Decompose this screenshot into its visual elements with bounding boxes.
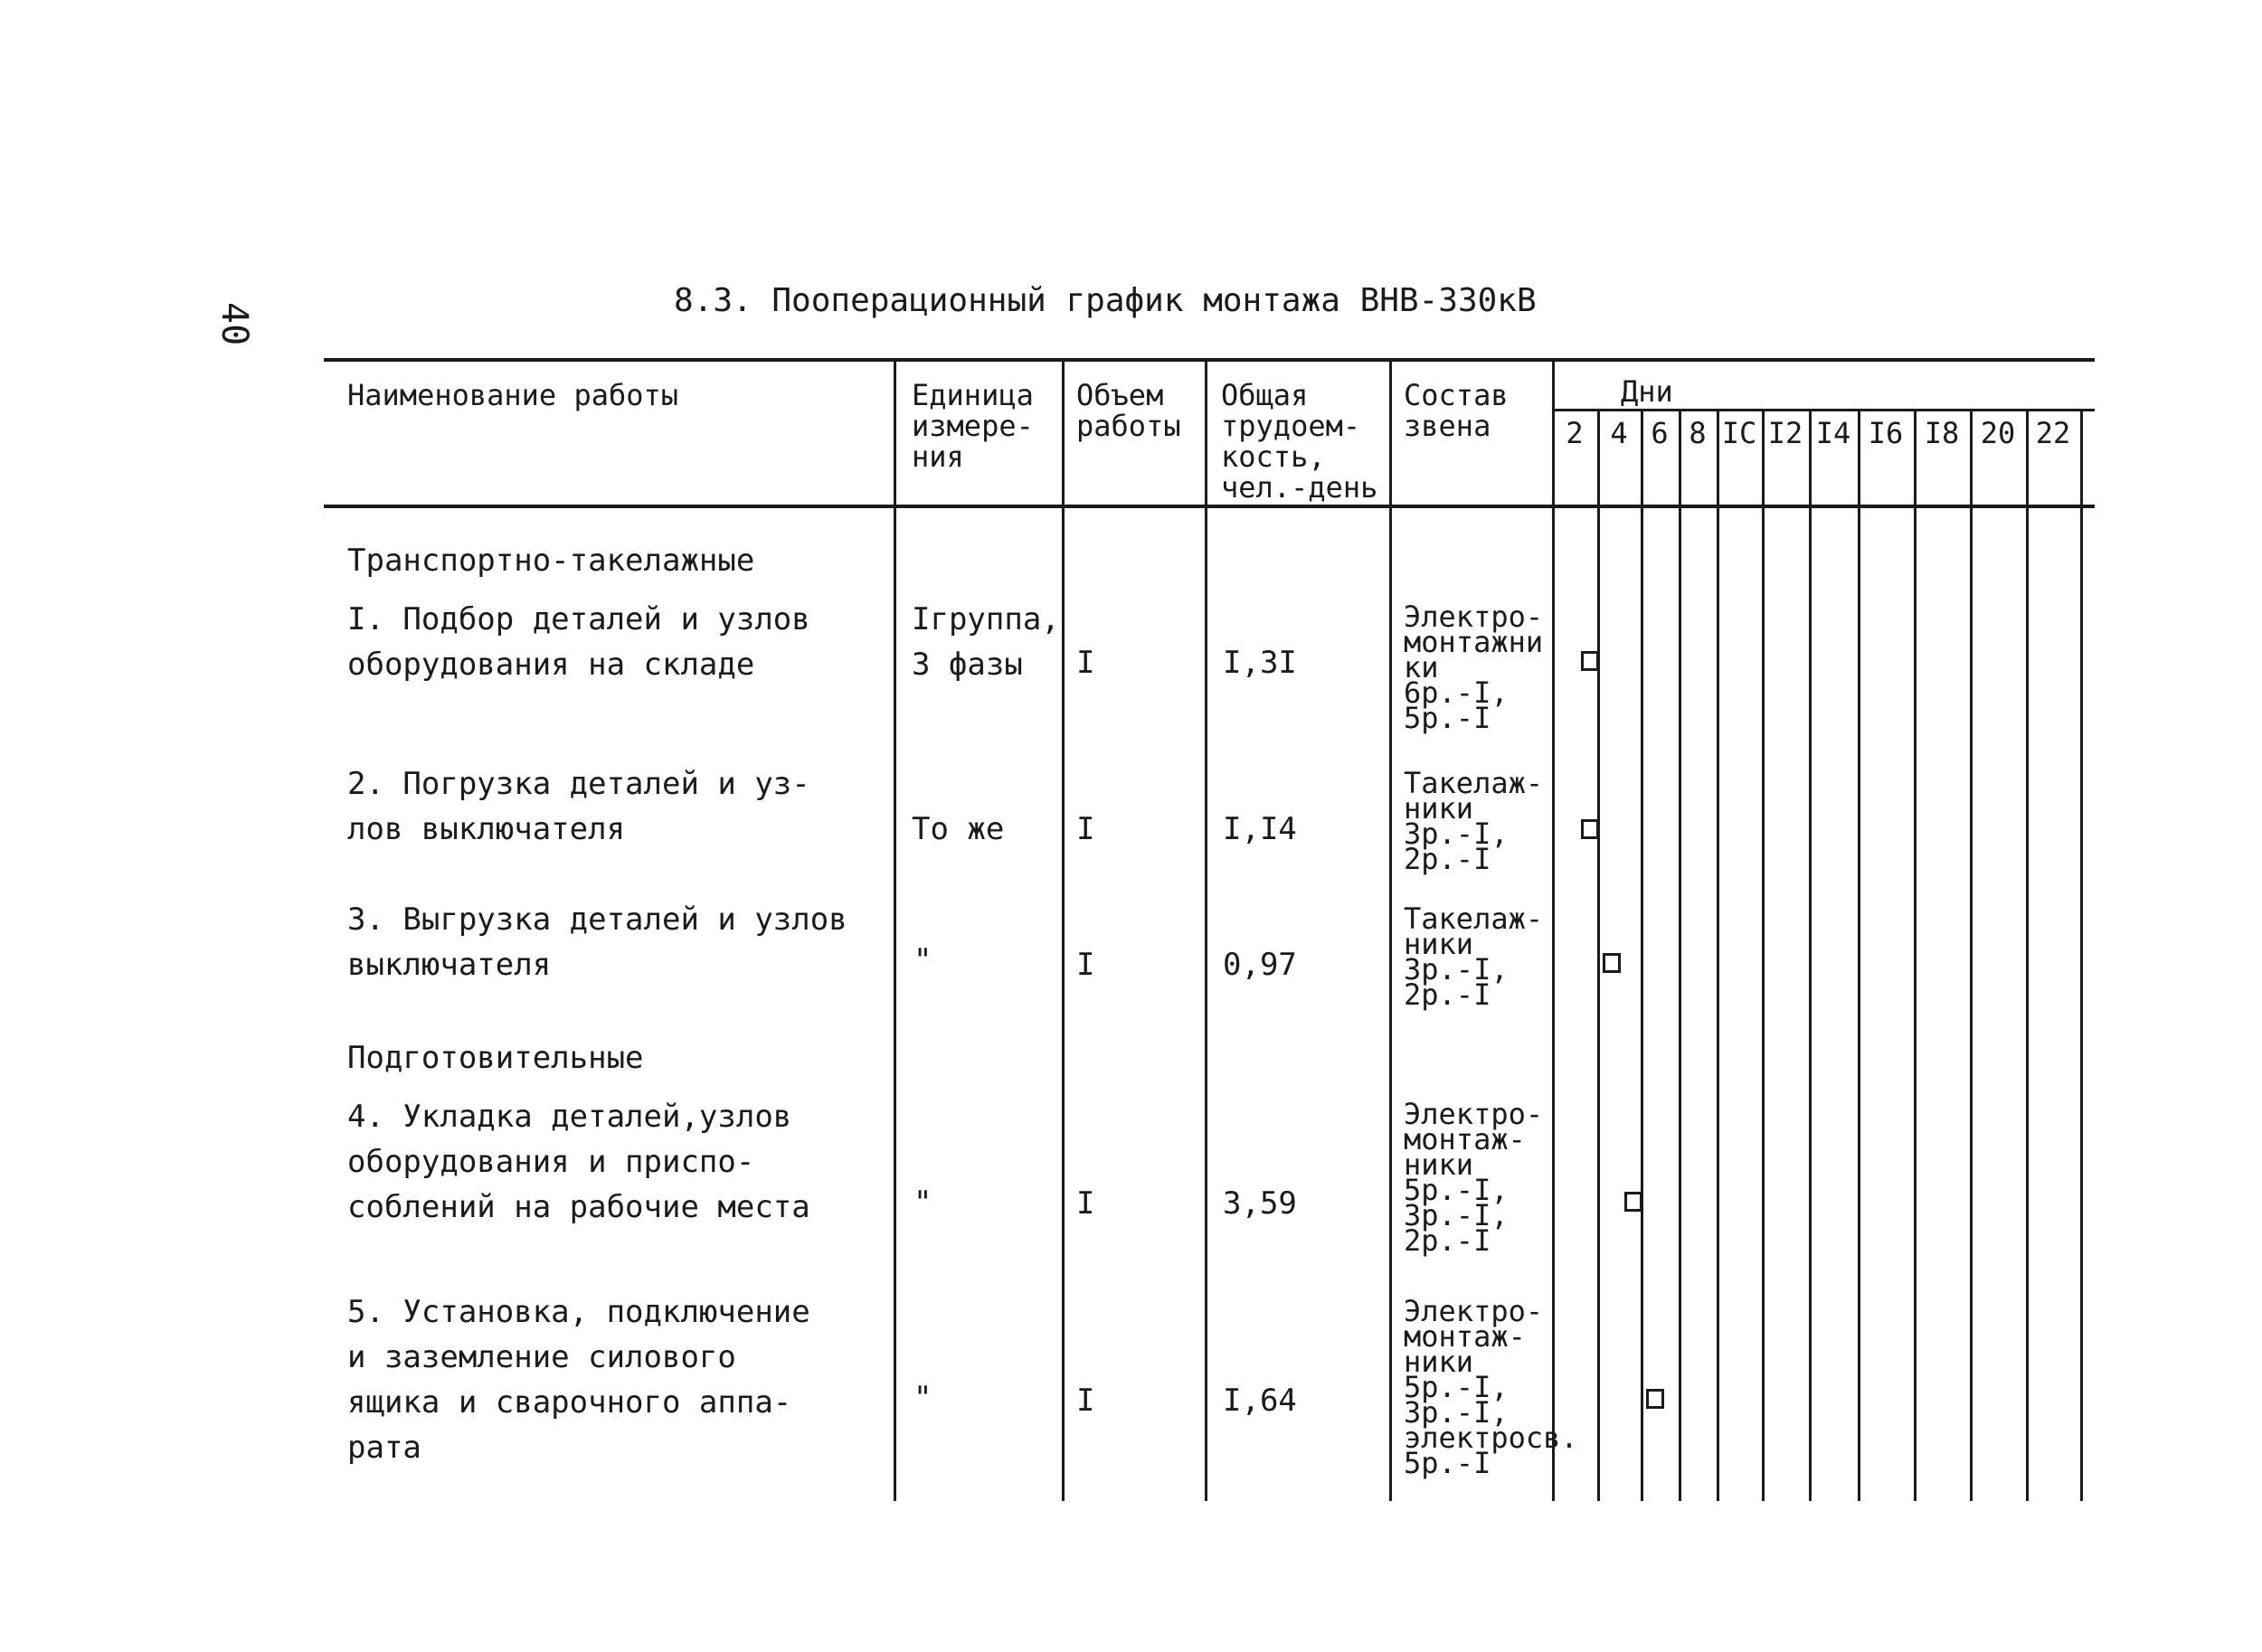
schedule-bar [1603, 953, 1621, 973]
day-number: I2 [1767, 416, 1803, 450]
row-2-name: 2. Погрузка деталей и уз- лов выключателя [347, 766, 810, 847]
divider-crew [1389, 360, 1392, 1501]
day-column-divider [2080, 411, 2083, 1501]
row-1-unit: Iгруппа, 3 фазы [912, 601, 1060, 683]
row-1-name: I. Подбор деталей и узлов оборудования на складе [347, 601, 810, 683]
row-5-unit: " [913, 1380, 932, 1416]
row-2-labor: I,I4 [1223, 811, 1297, 847]
day-column-divider [2026, 411, 2029, 1501]
schedule-bar [1581, 651, 1599, 671]
schedule-bar [1581, 819, 1599, 839]
day-column-divider [1809, 411, 1812, 1501]
day-column-divider [1717, 411, 1719, 1501]
row-4-volume: I [1076, 1185, 1095, 1222]
day-column-divider [1914, 411, 1917, 1501]
row-4-labor: 3,59 [1223, 1185, 1297, 1222]
section-preparatory: Подготовительные [347, 1040, 644, 1076]
row-2-volume: I [1076, 811, 1095, 847]
row-3-crew: Такелаж- ники 3р.-I, 2р.-I [1404, 902, 1544, 1012]
row-1-labor: I,3I [1223, 645, 1297, 681]
row-5-labor: I,64 [1223, 1383, 1297, 1419]
row-4-crew: Электро- монтаж- ники 5р.-I, 3р.-I, 2р.-I [1404, 1097, 1544, 1258]
day-column-divider [1762, 411, 1765, 1501]
day-number: 8 [1689, 416, 1707, 450]
day-column-divider [1679, 411, 1681, 1501]
row-3-labor: 0,97 [1223, 947, 1297, 983]
row-5-name: 5. Установка, подключение и заземление силового ящика и сварочного аппа- рата [347, 1294, 810, 1466]
day-number: I4 [1815, 416, 1851, 450]
row-3-volume: I [1076, 947, 1095, 983]
header-days: Дни [1621, 374, 1673, 409]
schedule-bar [1624, 1192, 1642, 1212]
day-number: 20 [1980, 416, 2016, 450]
row-4-unit: " [913, 1185, 932, 1221]
row-4-name: 4. Укладка деталей,узлов оборудования и приспо- соблений на рабочие места [347, 1099, 810, 1225]
row-1-volume: I [1076, 645, 1095, 681]
header-name: Наименование работы [347, 378, 679, 412]
row-1-crew: Электро- монтажни ки 6р.-I, 5р.-I [1404, 599, 1544, 735]
row-2-crew: Такелаж- ники 3р.-I, 2р.-I [1404, 766, 1544, 876]
day-column-divider [1597, 411, 1600, 1501]
row-3-name: 3. Выгрузка деталей и узлов выключателя [347, 902, 847, 983]
header-bottom-rule [324, 505, 2095, 508]
page-title: 8.3. Пооперационный график монтажа ВНВ-330кВ [674, 282, 1537, 319]
header-unit: Единица измере- ния [912, 378, 1034, 474]
row-5-crew: Электро- монтаж- ники 5р.-I, 3р.-I, электросв. 5р.-I [1404, 1294, 1578, 1480]
day-number: I6 [1868, 416, 1904, 450]
row-3-unit: " [913, 942, 932, 978]
day-number: I8 [1924, 416, 1960, 450]
day-number: 22 [2035, 416, 2071, 450]
divider-unit [894, 360, 896, 1501]
row-2-unit: То же [912, 811, 1005, 847]
schedule-bar [1646, 1389, 1664, 1409]
header-labor: Общая трудоем- кость, чел.-день [1221, 378, 1378, 505]
header-volume: Объем работы [1076, 378, 1181, 443]
day-number: IC [1721, 416, 1757, 450]
header-crew: Состав звена [1404, 378, 1509, 443]
day-column-divider [1641, 411, 1643, 1501]
day-column-divider [1858, 411, 1860, 1501]
page-number: 40 [213, 302, 255, 346]
table-top-rule [324, 358, 2095, 362]
row-5-volume: I [1076, 1383, 1095, 1419]
days-subheader-rule [1552, 409, 2095, 411]
day-column-divider [1970, 411, 1973, 1501]
day-number: 2 [1566, 416, 1584, 450]
section-transport: Транспортно-такелажные [347, 543, 755, 579]
divider-volume [1062, 360, 1065, 1501]
day-number: 6 [1651, 416, 1669, 450]
day-number: 4 [1610, 416, 1628, 450]
divider-labor [1205, 360, 1207, 1501]
